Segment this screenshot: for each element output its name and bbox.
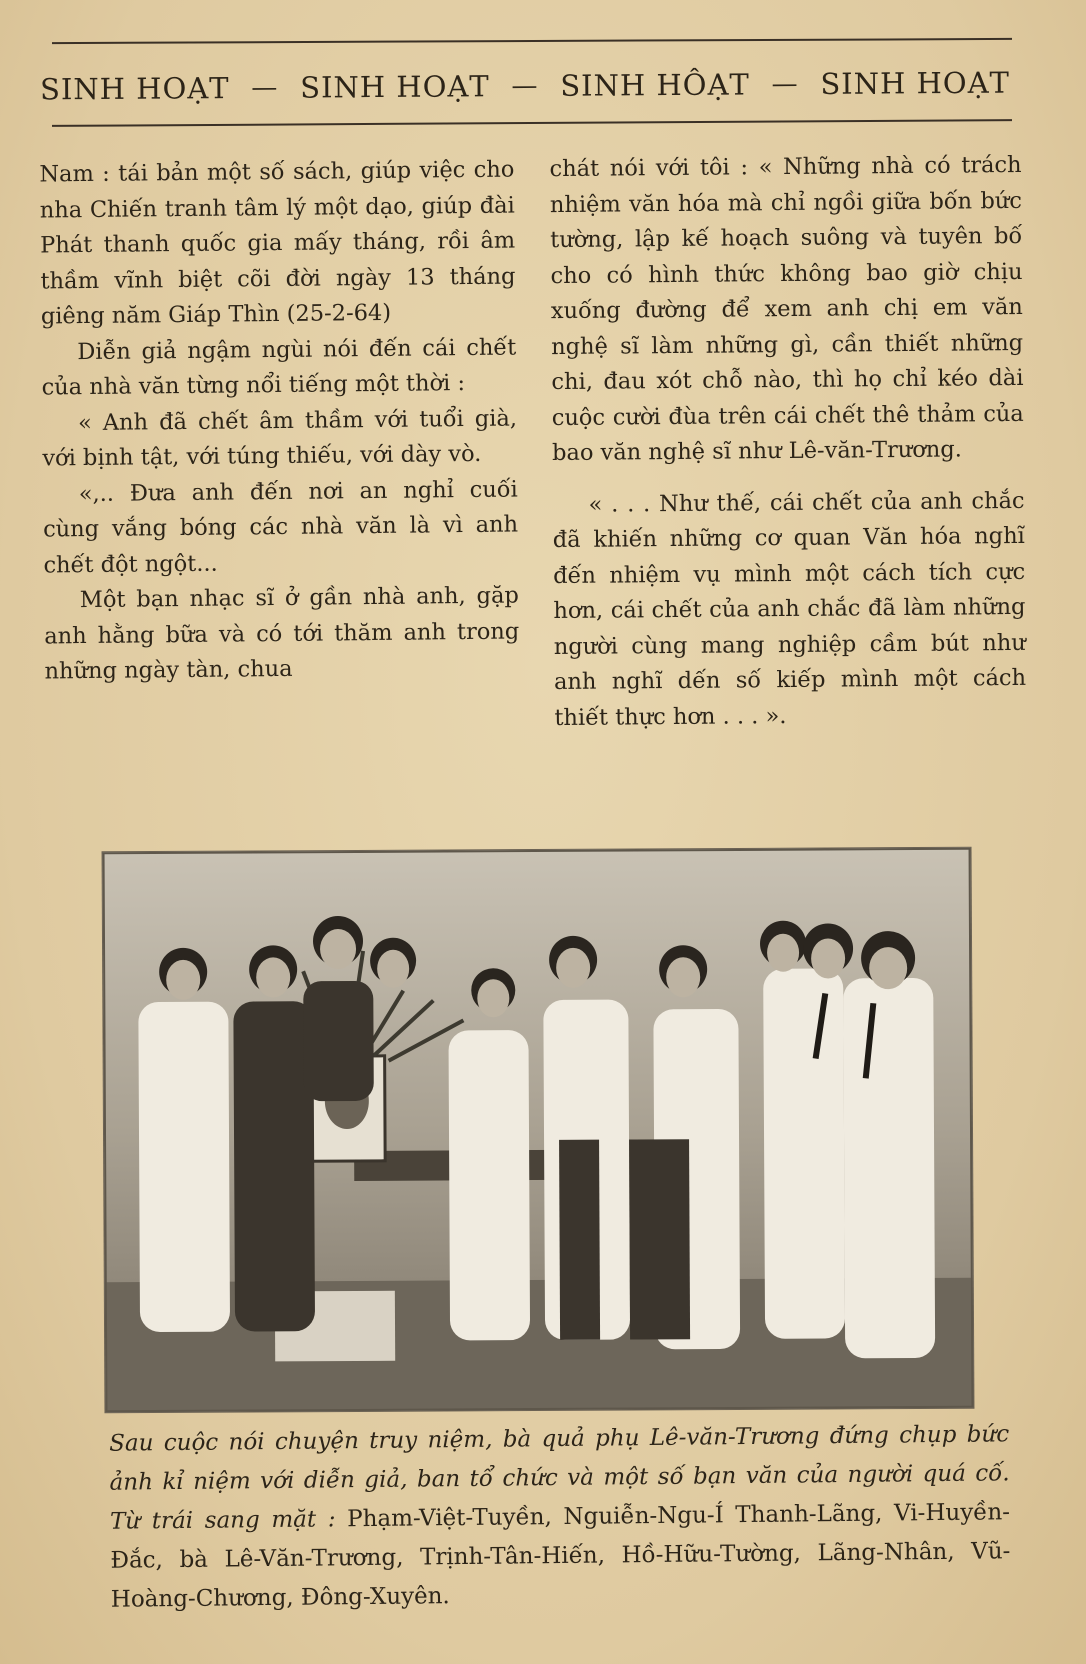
header-section-1: SINH HOẠT <box>39 71 230 107</box>
header-top-rule <box>52 38 1012 44</box>
group-photo <box>103 848 974 1413</box>
paragraph: chát nói với tôi : « Những nhà có trách nhiệm văn hóa mà chỉ ngồi giữa bốn bức tường, lập kế hoạch suông và tuyên bố cho có hình thức không bao giờ chịu xuống đường để xem anh chị em văn nghệ sĩ làm những gì, cần thiết những chi, đau xót chỗ nào, thì họ chỉ kéo dài cuộc cười đùa trên cái chết thê thảm của bao văn nghệ sĩ như Lê-văn-Trương. <box>549 151 1024 467</box>
photo-caption <box>109 1415 1011 1619</box>
paragraph: Một bạn nhạc sĩ ở gần nhà anh, gặp anh hằng bữa và có tới thăm anh trong những ngày tàn, chua <box>44 582 520 685</box>
caption-names: Phạm-Việt-Tuyền, Nguiễn-Ngu-Í Thanh-Lãng, Vi-Huyền-Đắc, bà Lê-Văn-Trương, Trịnh-Tân-Hiến, Hồ-Hữu-Tường, Lãng-Nhân, Vũ-Hoàng-Chương, Đông-Xuyên. <box>110 1499 1011 1613</box>
left-column <box>39 153 520 690</box>
quote-paragraph: «,.. Đưa anh đến nơi an nghỉ cuối cùng vắng bóng các nhà văn là vì anh chết đột ngột... <box>42 476 519 578</box>
header-bottom-rule <box>52 119 1012 127</box>
header-separator-1: — <box>251 72 279 103</box>
header-section-4: SINH HOẠT <box>820 65 1011 101</box>
header-separator-3: — <box>771 69 799 100</box>
caption-description: Sau cuộc nói chuyện truy niệm, bà quả phụ Lê-văn-Trương đứng chụp bức ảnh kỉ niệm với diễn giả, ban tổ chức và một số bạn văn của người quá cố. Từ trái sang mặt : <box>109 1421 1010 1535</box>
right-column <box>549 148 1026 736</box>
paragraph: Diễn giả ngậm ngùi nói đến cái chết của nhà văn từng nổi tiếng một thời : <box>41 334 517 401</box>
paragraph: Nam : tái bản một số sách, giúp việc cho nha Chiến tranh tâm lý một dạo, giúp đài Phát thanh quốc gia mấy tháng, rồi âm thầm vĩnh biệt cõi đời ngày 13 tháng giêng năm Giáp Thìn (25-2-64) <box>39 156 516 330</box>
quote-paragraph: « . . . Như thế, cái chết của anh chắc đã khiến những cơ quan Văn hóa nghĩ đến nhiệm vụ mình một cách tích cực hơn, cái chết của anh chắc đã làm những người cùng mang nghiệp cầm bút như anh nghĩ dến số kiếp mình một cách thiết thực hơn . . . ». <box>552 487 1027 731</box>
running-header <box>40 55 1010 118</box>
header-section-2: SINH HOẠT <box>300 69 490 105</box>
quote-paragraph: « Anh đã chết âm thầm với tuổi già, với bịnh tật, với túng thiếu, với dày vò. <box>42 405 518 472</box>
header-section-3: SINH HÔẠT <box>560 67 750 103</box>
group-photo-image <box>103 848 974 1413</box>
header-separator-2: — <box>511 70 539 102</box>
